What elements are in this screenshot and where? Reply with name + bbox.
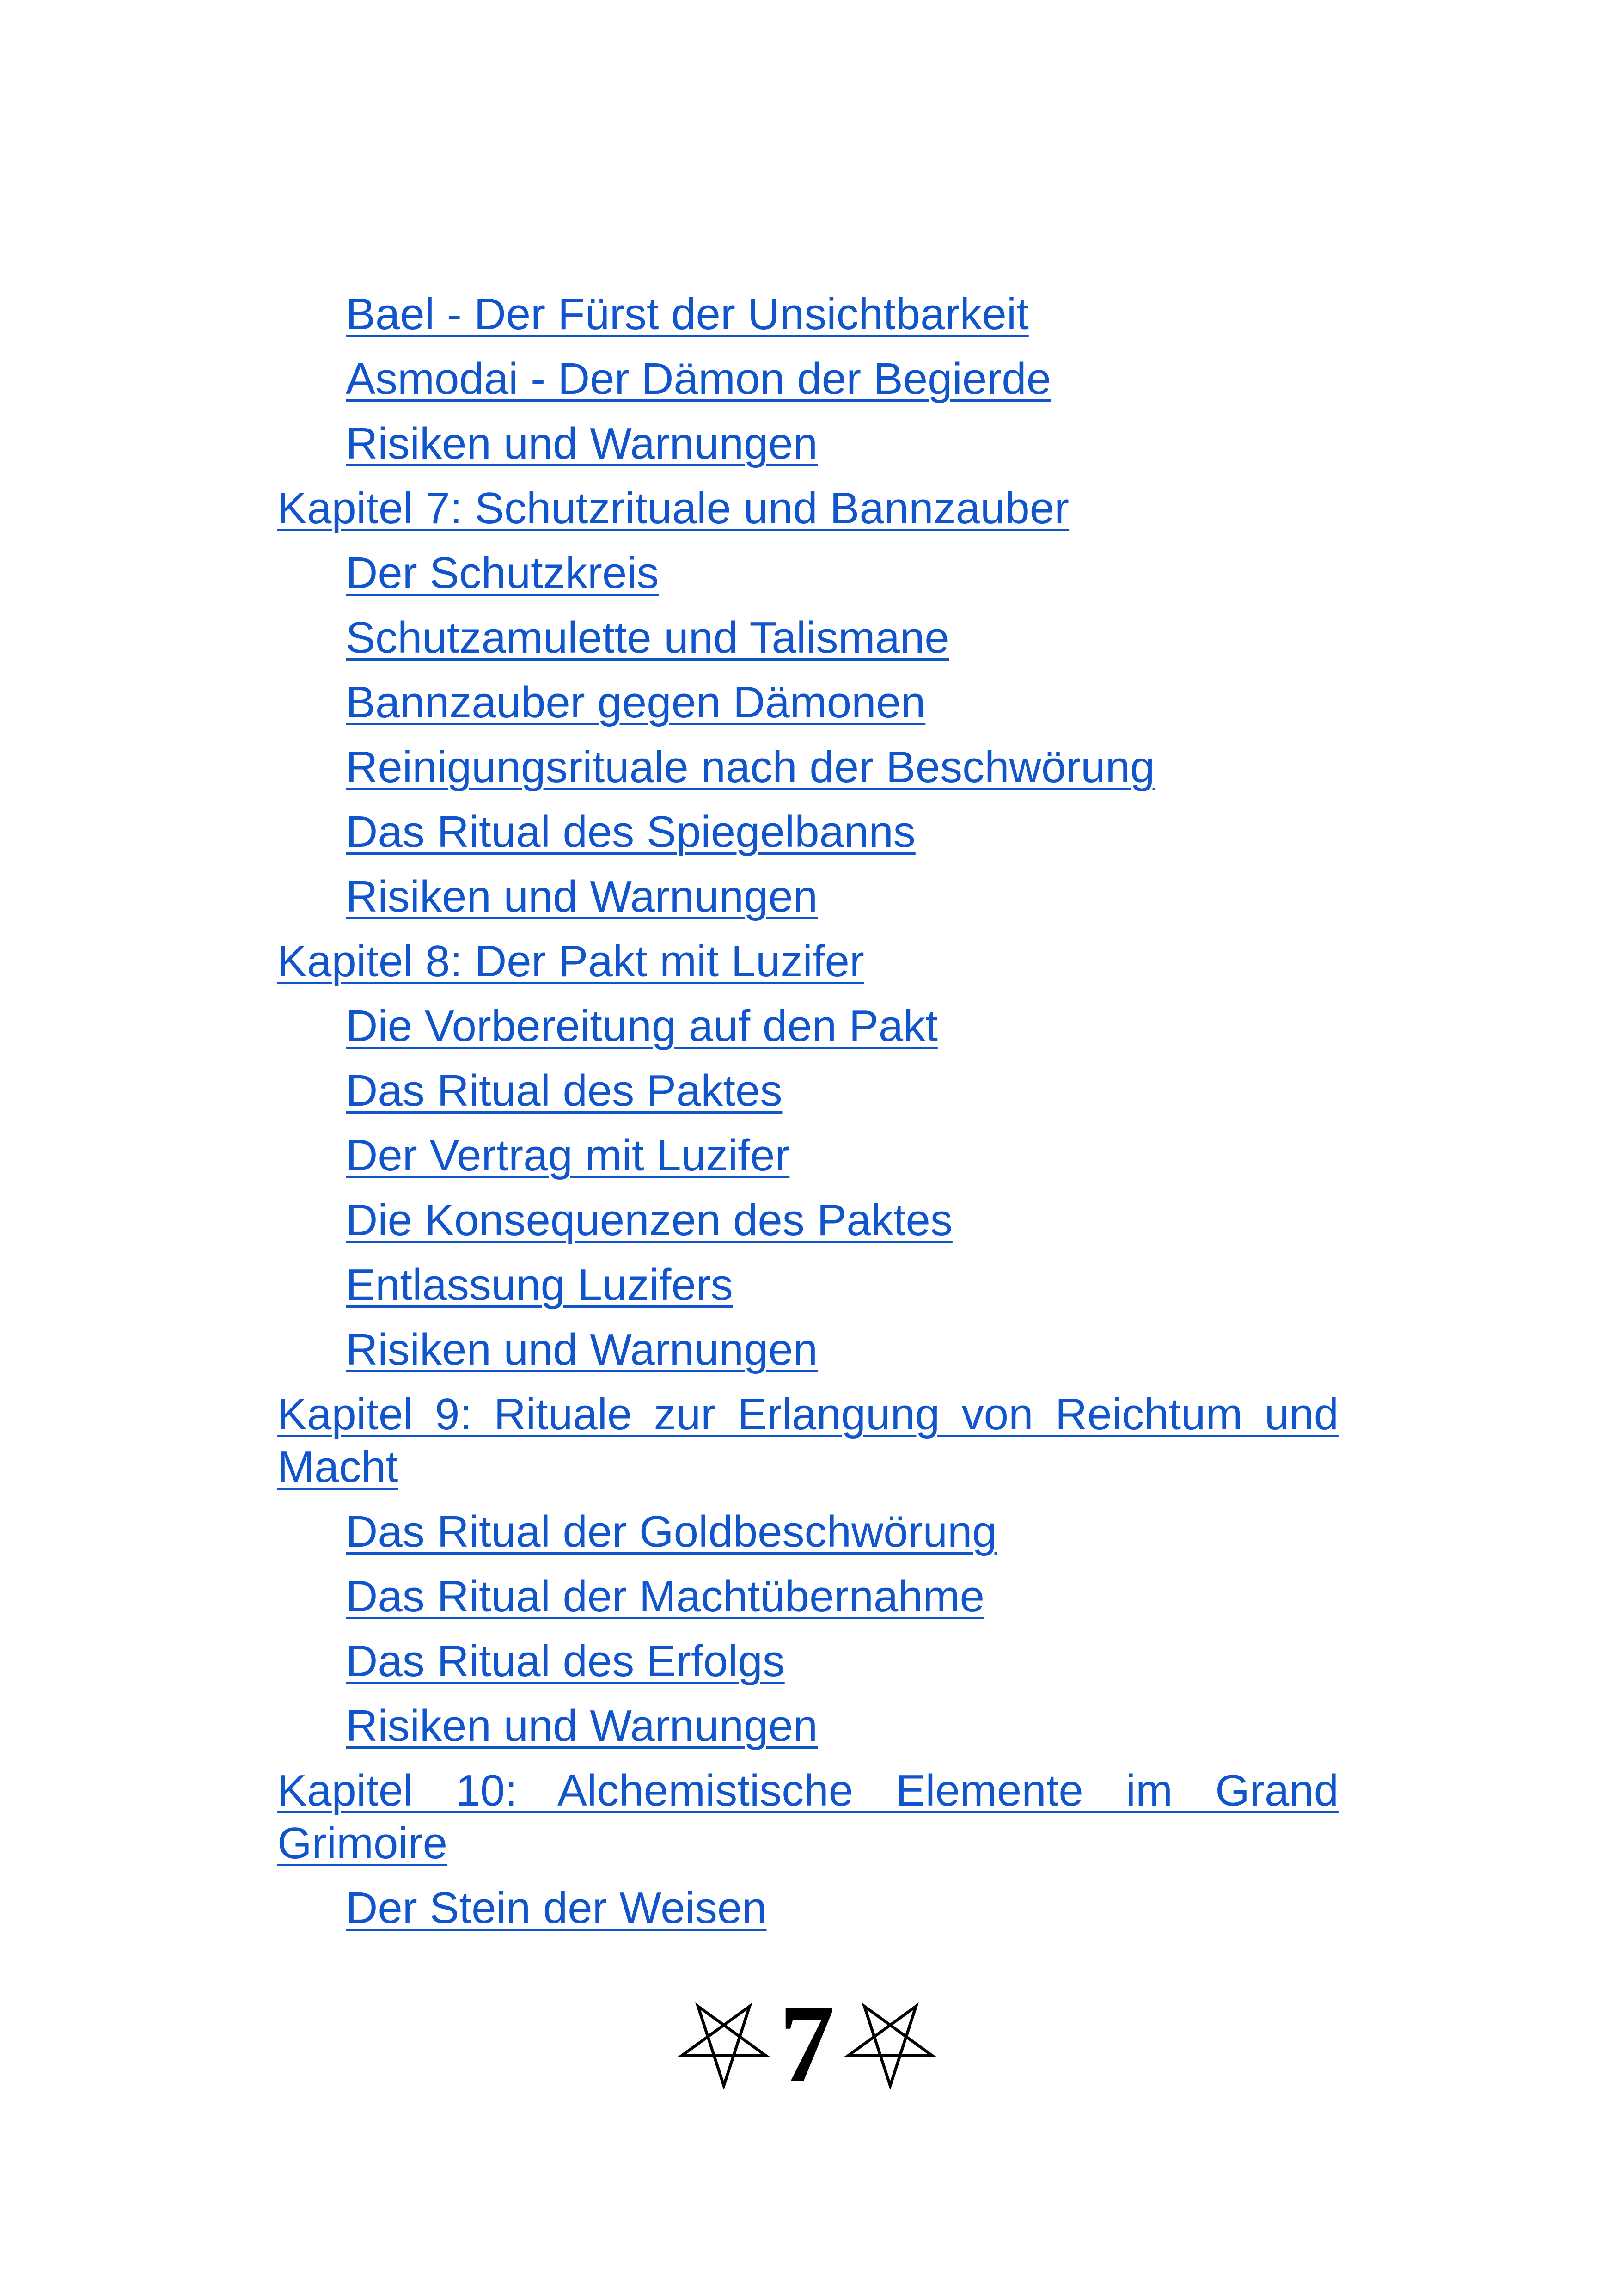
toc-link-bannzauber[interactable]: Bannzauber gegen Dämonen (346, 678, 926, 727)
page-footer (0, 1983, 1614, 2103)
toc-link-vorbereitung-pakt[interactable]: Die Vorbereitung auf den Pakt (346, 1001, 938, 1051)
toc-link-stein-der-weisen[interactable]: Der Stein der Weisen (346, 1883, 767, 1933)
toc-link-risiken-3[interactable]: Risiken und Warnungen (346, 1325, 818, 1374)
pentagram-icon (678, 1997, 770, 2089)
toc-link-risiken-4[interactable]: Risiken und Warnungen (346, 1701, 818, 1751)
toc-link-schutzamulette[interactable]: Schutzamulette und Talismane (346, 613, 949, 662)
toc-link-risiken-2[interactable]: Risiken und Warnungen (346, 872, 818, 921)
toc-link-schutzkreis[interactable]: Der Schutzkreis (346, 548, 659, 598)
toc-link-kapitel-8[interactable]: Kapitel 8: Der Pakt mit Luzifer (277, 937, 864, 986)
toc-link-kapitel-10[interactable]: Kapitel 10: Alchemistische Elemente im Grand Grimoire (277, 1766, 1339, 1868)
toc-link-ritual-paktes[interactable]: Das Ritual des Paktes (346, 1066, 783, 1115)
pentagram-icon (844, 1997, 936, 2089)
toc-link-machtuebernahme[interactable]: Das Ritual der Machtübernahme (346, 1572, 985, 1621)
toc-link-kapitel-9[interactable]: Kapitel 9: Rituale zur Erlangung von Reichtum und Macht (277, 1390, 1339, 1492)
toc-link-spiegelbann[interactable]: Das Ritual des Spiegelbanns (346, 807, 916, 857)
toc-link-konsequenzen-paktes[interactable]: Die Konsequenzen des Paktes (346, 1195, 953, 1245)
toc-link-risiken-1[interactable]: Risiken und Warnungen (346, 419, 818, 468)
table-of-contents (277, 282, 1339, 1941)
toc-link-vertrag-luzifer[interactable]: Der Vertrag mit Luzifer (346, 1131, 790, 1180)
toc-link-ritual-erfolgs[interactable]: Das Ritual des Erfolgs (346, 1636, 785, 1686)
toc-link-reinigungsrituale[interactable]: Reinigungsrituale nach der Beschwörung (346, 742, 1155, 792)
toc-link-bael[interactable]: Bael - Der Fürst der Unsichtbarkeit (346, 289, 1029, 339)
toc-link-asmodai[interactable]: Asmodai - Der Dämon der Begierde (346, 354, 1052, 404)
toc-link-kapitel-7[interactable]: Kapitel 7: Schutzrituale und Bannzauber (277, 484, 1070, 533)
page-number: 7 (779, 1982, 835, 2105)
toc-link-entlassung-luzifers[interactable]: Entlassung Luzifers (346, 1260, 733, 1310)
toc-link-goldbeschwoerung[interactable]: Das Ritual der Goldbeschwörung (346, 1507, 997, 1556)
